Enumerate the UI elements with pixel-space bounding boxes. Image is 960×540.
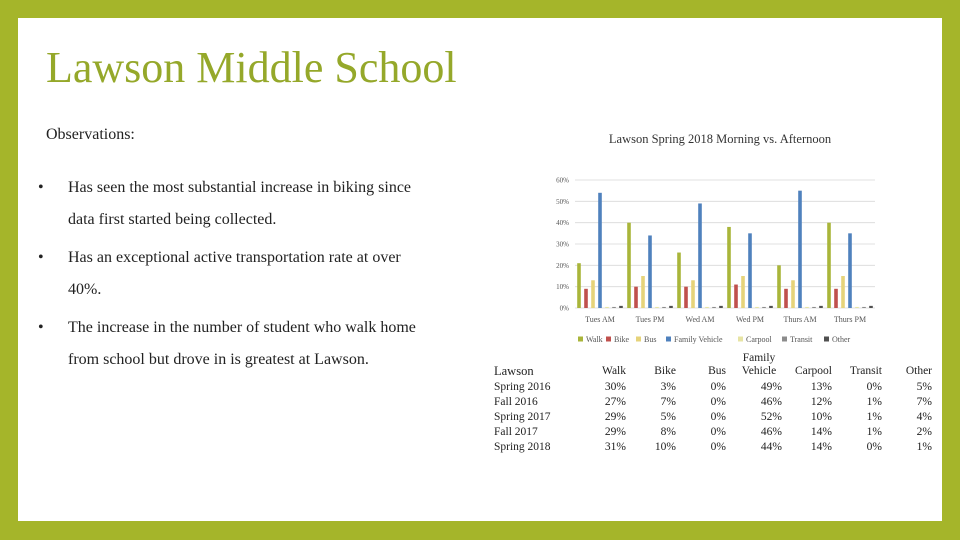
table-cell: 44% [760, 441, 782, 453]
bar-walk [677, 253, 681, 308]
column-header: Transit [849, 365, 882, 377]
table-cell: 12% [810, 396, 832, 408]
table-cell: 10% [654, 441, 676, 453]
bar-carpool [705, 307, 709, 308]
table-cell: 0% [710, 411, 726, 423]
bar-walk [627, 223, 631, 308]
table-cell: 29% [604, 426, 626, 438]
bullet-item [38, 312, 468, 376]
table-cell: 14% [810, 441, 832, 453]
bar-bus [691, 280, 695, 308]
bar-transit [612, 307, 616, 308]
table-cell: 0% [866, 381, 882, 393]
legend-swatch [824, 337, 829, 342]
bullet-line: 40%. [68, 281, 102, 298]
bar-bus [791, 280, 795, 308]
table-cell: 3% [660, 381, 676, 393]
table-cell: 49% [760, 381, 782, 393]
table-cell: 1% [866, 411, 882, 423]
legend-swatch [666, 337, 671, 342]
table-cell: 1% [866, 426, 882, 438]
y-tick-label: 50% [556, 197, 569, 206]
bar-walk [777, 265, 781, 308]
legend-swatch [578, 337, 583, 342]
bar-carpool [755, 307, 759, 308]
legend-label: Other [832, 335, 851, 344]
row-label: Fall 2017 [494, 426, 538, 438]
x-tick-label: Thurs PM [833, 315, 867, 324]
bullet-symbol: • [38, 319, 44, 336]
slide-title: Lawson Middle School [46, 43, 457, 92]
table-cell: 1% [916, 441, 932, 453]
table-cell: 29% [604, 411, 626, 423]
table-cell: 14% [810, 426, 832, 438]
bullet-list [38, 172, 468, 382]
chart-title: Lawson Spring 2018 Morning vs. Afternoon [608, 132, 832, 146]
bar-bike [634, 287, 638, 308]
table-cell: 4% [916, 411, 932, 423]
bar-carpool [605, 307, 609, 308]
bar-transit [762, 307, 766, 308]
table-corner-label: Lawson [494, 364, 534, 378]
bar-other [869, 306, 873, 308]
table-row [492, 440, 934, 455]
x-tick-label: Wed PM [735, 315, 765, 324]
x-tick-label: Wed AM [685, 315, 715, 324]
column-header: Bus [708, 365, 726, 377]
table-cell: 27% [604, 396, 626, 408]
column-header [728, 352, 784, 380]
legend-label: Carpool [746, 335, 772, 344]
column-header-line: Family Vehicle [741, 352, 777, 377]
bar-bus [591, 280, 595, 308]
bar-chart [505, 160, 885, 350]
bullet-line: from school but drove in is greatest at Lawson. [68, 351, 369, 368]
bar-family-vehicle [798, 191, 802, 308]
bar-bus [841, 276, 845, 308]
row-label: Spring 2017 [494, 411, 551, 423]
legend-label: Transit [790, 335, 813, 344]
bar-family-vehicle [598, 193, 602, 308]
table-cell: 13% [810, 381, 832, 393]
legend-swatch [738, 337, 743, 342]
table-cell: 7% [916, 396, 932, 408]
bullet-line: Has seen the most substantial increase in biking since [68, 179, 412, 196]
legend-label: Walk [586, 335, 603, 344]
column-header: Walk [602, 365, 626, 377]
bar-family-vehicle [698, 203, 702, 308]
table-cell: 46% [760, 426, 782, 438]
table-header-row [492, 352, 934, 380]
table-cell: 52% [760, 411, 782, 423]
table-cell: 5% [916, 381, 932, 393]
x-tick-label: Tues PM [635, 315, 665, 324]
table-cell: 0% [710, 396, 726, 408]
bar-bike [584, 289, 588, 308]
bar-bike [734, 285, 738, 308]
column-header: Carpool [794, 365, 832, 377]
bullet-line: The increase in the number of student who walk home [68, 319, 416, 336]
bar-carpool [655, 307, 659, 308]
data-table [492, 352, 934, 455]
table-cell: 46% [760, 396, 782, 408]
bar-other [669, 306, 673, 308]
column-header: Bike [654, 365, 676, 377]
row-label: Fall 2016 [494, 396, 538, 408]
y-tick-label: 10% [556, 283, 569, 292]
table-cell: 0% [710, 441, 726, 453]
y-tick-label: 40% [556, 219, 569, 228]
x-tick-label: Tues AM [585, 315, 615, 324]
table-cell: 0% [710, 426, 726, 438]
table-row [492, 395, 934, 410]
table-cell: 31% [604, 441, 626, 453]
legend-label: Bus [644, 335, 657, 344]
bar-walk [727, 227, 731, 308]
bar-walk [577, 263, 581, 308]
legend-swatch [782, 337, 787, 342]
bullet-symbol: • [38, 179, 44, 196]
bar-transit [862, 307, 866, 308]
table-cell: 8% [660, 426, 676, 438]
bullet-line: data first started being collected. [68, 211, 277, 228]
table-cell: 0% [710, 381, 726, 393]
bar-carpool [805, 307, 809, 308]
bullet-item [38, 172, 468, 236]
bar-family-vehicle [848, 233, 852, 308]
y-tick-label: 30% [556, 240, 569, 249]
bar-walk [827, 223, 831, 308]
legend-label: Family Vehicle [674, 335, 723, 344]
row-label: Spring 2018 [494, 441, 551, 453]
y-tick-label: 0% [559, 304, 569, 313]
bar-transit [662, 307, 666, 308]
bullet-symbol: • [38, 249, 44, 266]
table-cell: 30% [604, 381, 626, 393]
table-cell: 2% [916, 426, 932, 438]
table-row [492, 425, 934, 440]
bar-bus [741, 276, 745, 308]
bar-other [819, 306, 823, 308]
bar-other [719, 306, 723, 308]
bar-bike [834, 289, 838, 308]
table-cell: 1% [866, 396, 882, 408]
table-row [492, 410, 934, 425]
table-row [492, 380, 934, 395]
legend-label: Bike [614, 335, 630, 344]
column-header: Other [905, 365, 932, 377]
table-cell: 5% [660, 411, 676, 423]
table-cell: 10% [810, 411, 832, 423]
bar-transit [712, 307, 716, 308]
y-tick-label: 20% [556, 261, 569, 270]
bar-family-vehicle [748, 233, 752, 308]
bar-bike [784, 289, 788, 308]
bar-bike [684, 287, 688, 308]
bar-other [619, 306, 623, 308]
bar-transit [812, 307, 816, 308]
legend-swatch [636, 337, 641, 342]
x-tick-label: Thurs AM [783, 315, 817, 324]
table-cell: 0% [866, 441, 882, 453]
observations-label: Observations: [46, 126, 135, 143]
y-tick-label: 60% [556, 176, 569, 185]
bar-carpool [855, 307, 859, 308]
bar-other [769, 306, 773, 308]
bullet-line: Has an exceptional active transportation rate at over [68, 249, 401, 266]
legend-swatch [606, 337, 611, 342]
bar-bus [641, 276, 645, 308]
row-label: Spring 2016 [494, 381, 551, 393]
bullet-item [38, 242, 468, 306]
table-cell: 7% [660, 396, 676, 408]
bar-family-vehicle [648, 235, 652, 308]
